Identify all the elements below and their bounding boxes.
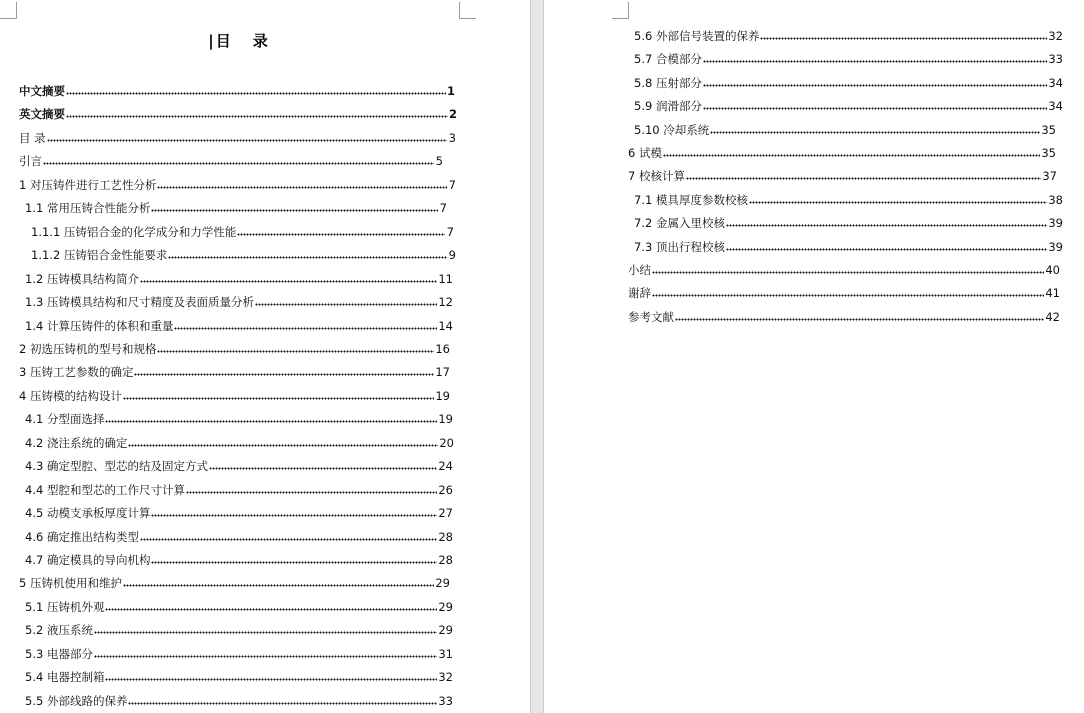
toc-entry-title: 5.8 压射部分 bbox=[634, 75, 702, 90]
toc-entry-left-9[interactable] bbox=[25, 268, 453, 286]
toc-entry-left-15[interactable] bbox=[25, 408, 453, 426]
toc-entry-page-number: 32 bbox=[1048, 29, 1063, 43]
dot-leader bbox=[255, 294, 437, 306]
toc-entry-title: 4.3 确定型腔、型芯的结及固定方式 bbox=[25, 459, 208, 474]
toc-entry-title: 4.2 浇注系统的确定 bbox=[25, 435, 128, 450]
toc-entry-left-25[interactable] bbox=[25, 643, 453, 661]
toc-entry-right-13[interactable] bbox=[628, 306, 1060, 324]
toc-entry-page-number: 33 bbox=[1048, 52, 1063, 67]
toc-entry-left-14[interactable] bbox=[19, 385, 450, 403]
toc-entry-page-number: 19 bbox=[435, 388, 450, 403]
toc-entry-page-number: 3 bbox=[448, 130, 456, 145]
toc-entry-title: 5.10 冷却系统 bbox=[634, 122, 710, 137]
toc-entry-title: 1.4 计算压铸件的体积和重量 bbox=[25, 318, 174, 333]
toc-entry-page-number: 20 bbox=[439, 435, 454, 450]
toc-entry-page-number: 39 bbox=[1048, 239, 1063, 254]
dot-leader bbox=[128, 693, 437, 705]
toc-entry-page-number: 28 bbox=[438, 529, 453, 544]
toc-entry-left-5[interactable] bbox=[19, 174, 456, 192]
toc-entry-title: 1.3 压铸模具结构和尺寸精度及表面质量分析 bbox=[25, 295, 254, 310]
toc-entry-title: 7.3 顶出行程校核 bbox=[634, 239, 725, 254]
toc-entry-title: 5.5 外部线路的保养 bbox=[25, 693, 128, 708]
toc-entry-title: 目 录 bbox=[19, 130, 46, 145]
toc-entry-title: 小结 bbox=[628, 263, 651, 277]
toc-entry-title: 2 初选压铸机的型号和规格 bbox=[19, 341, 157, 356]
toc-entry-left-6[interactable] bbox=[25, 197, 447, 215]
dot-leader bbox=[675, 309, 1044, 321]
toc-entry-page-number: 2 bbox=[448, 107, 457, 122]
toc-entry-page-number: 33 bbox=[438, 693, 453, 708]
dot-leader bbox=[140, 529, 437, 541]
toc-title-char-1: 目 bbox=[215, 32, 231, 50]
toc-entry-page-number: 17 bbox=[435, 365, 450, 380]
dot-leader bbox=[128, 435, 438, 447]
toc-entry-left-10[interactable] bbox=[25, 291, 453, 309]
dot-leader bbox=[237, 224, 445, 236]
text-cursor: | bbox=[208, 32, 214, 50]
toc-entry-page-number: 9 bbox=[448, 248, 456, 263]
toc-entry-title: 4.7 确定模具的导向机构 bbox=[25, 553, 151, 567]
toc-entry-title: 1.1.2 压铸铝合金性能要求 bbox=[31, 248, 168, 263]
dot-leader bbox=[710, 122, 1040, 134]
toc-entry-title: 1.2 压铸模具结构简介 bbox=[25, 271, 139, 286]
dot-leader bbox=[749, 192, 1047, 204]
dot-leader bbox=[652, 285, 1044, 297]
toc-entry-left-17[interactable] bbox=[25, 455, 453, 473]
toc-entry-page-number: 7 bbox=[439, 201, 447, 216]
toc-entry-title: 5.6 外部信号装置的保养 bbox=[634, 29, 760, 43]
dot-leader bbox=[686, 168, 1041, 180]
dot-leader bbox=[66, 83, 446, 95]
toc-entry-page-number: 26 bbox=[438, 482, 453, 497]
toc-entry-page-number: 19 bbox=[438, 412, 453, 427]
toc-entry-page-number: 38 bbox=[1048, 192, 1063, 207]
toc-entry-title: 谢辞 bbox=[628, 286, 651, 301]
dot-leader bbox=[47, 130, 447, 142]
toc-entry-title: 4.5 动模支承板厚度计算 bbox=[25, 506, 151, 521]
toc-entry-title: 4 压铸模的结构设计 bbox=[19, 388, 122, 403]
dot-leader bbox=[123, 575, 434, 587]
toc-entry-title: 7.2 金属入里校核 bbox=[634, 216, 725, 231]
toc-entry-page-number: 7 bbox=[446, 224, 454, 239]
toc-entry-left-27[interactable] bbox=[25, 690, 453, 708]
toc-entry-page-number: 32 bbox=[438, 670, 453, 685]
dot-leader bbox=[94, 622, 437, 634]
dot-leader bbox=[94, 646, 437, 658]
toc-entry-page-number: 12 bbox=[438, 295, 453, 310]
page-corner-mark bbox=[0, 2, 17, 19]
dot-leader bbox=[168, 247, 447, 259]
toc-entry-left-26[interactable] bbox=[25, 666, 453, 684]
toc-entry-right-1[interactable] bbox=[634, 25, 1063, 43]
dot-leader bbox=[157, 177, 447, 189]
page-gutter bbox=[530, 0, 544, 713]
toc-entry-right-7[interactable] bbox=[628, 165, 1057, 183]
toc-entry-left-23[interactable] bbox=[25, 596, 453, 614]
toc-entry-title: 5.2 液压系统 bbox=[25, 623, 93, 638]
toc-entry-page-number: 7 bbox=[448, 177, 456, 192]
toc-entry-left-19[interactable] bbox=[25, 502, 453, 520]
toc-entry-title: 4.6 确定推出结构类型 bbox=[25, 529, 139, 544]
dot-leader bbox=[703, 98, 1047, 110]
toc-entry-right-2[interactable] bbox=[634, 48, 1063, 66]
toc-entry-page-number: 24 bbox=[438, 459, 453, 474]
toc-entry-left-1[interactable] bbox=[19, 80, 455, 98]
toc-entry-page-number: 27 bbox=[438, 506, 453, 521]
toc-entry-page-number: 1 bbox=[446, 84, 455, 98]
toc-entry-page-number: 37 bbox=[1042, 169, 1057, 184]
toc-entry-left-7[interactable] bbox=[31, 221, 454, 239]
toc-entry-title: 引言 bbox=[19, 154, 42, 169]
dot-leader bbox=[726, 215, 1047, 227]
dot-leader bbox=[105, 411, 437, 423]
toc-entry-page-number: 29 bbox=[435, 576, 450, 591]
toc-entry-left-24[interactable] bbox=[25, 619, 453, 637]
toc-entry-page-number: 29 bbox=[438, 599, 453, 614]
page-corner-mark bbox=[612, 2, 629, 19]
toc-entry-right-4[interactable] bbox=[634, 95, 1063, 113]
toc-entry-title: 参考文献 bbox=[628, 309, 674, 324]
toc-entry-right-3[interactable] bbox=[634, 72, 1063, 90]
document-page-right bbox=[544, 0, 1084, 713]
dot-leader bbox=[105, 599, 437, 611]
toc-entry-title: 6 试模 bbox=[628, 146, 662, 160]
dot-leader bbox=[151, 505, 437, 517]
toc-entry-right-6[interactable] bbox=[628, 142, 1056, 160]
toc-entry-page-number: 34 bbox=[1048, 75, 1063, 90]
toc-entry-title: 1 对压铸件进行工艺性分析 bbox=[19, 177, 157, 192]
toc-entry-right-12[interactable] bbox=[628, 282, 1060, 300]
toc-entry-title: 5.7 合模部分 bbox=[634, 52, 702, 67]
toc-entry-title: 1.1 常用压铸合性能分析 bbox=[25, 201, 151, 216]
dot-leader bbox=[43, 153, 434, 165]
toc-entry-right-5[interactable] bbox=[634, 119, 1056, 137]
toc-entry-page-number: 35 bbox=[1041, 122, 1056, 137]
document-page-left bbox=[0, 0, 530, 713]
toc-entry-title: 英文摘要 bbox=[19, 107, 65, 122]
toc-title bbox=[0, 30, 476, 51]
toc-entry-right-11[interactable] bbox=[628, 259, 1060, 277]
toc-entry-page-number: 42 bbox=[1045, 309, 1060, 324]
toc-entry-left-11[interactable] bbox=[25, 315, 453, 333]
toc-entry-title: 中文摘要 bbox=[19, 84, 65, 98]
toc-entry-title: 3 压铸工艺参数的确定 bbox=[19, 365, 134, 380]
dot-leader bbox=[209, 458, 437, 470]
toc-entry-title: 5 压铸机使用和维护 bbox=[19, 576, 122, 591]
dot-leader bbox=[140, 271, 437, 283]
toc-entry-title: 7.1 模具厚度参数校核 bbox=[634, 192, 748, 207]
dot-leader bbox=[703, 75, 1047, 87]
dot-leader bbox=[105, 669, 437, 681]
toc-entry-left-16[interactable] bbox=[25, 432, 454, 450]
toc-entry-title: 5.9 润滑部分 bbox=[634, 99, 702, 114]
toc-title-char-2: 录 bbox=[252, 32, 268, 50]
dot-leader bbox=[151, 552, 437, 564]
dot-leader bbox=[123, 388, 434, 400]
toc-entry-page-number: 28 bbox=[438, 553, 453, 567]
toc-entry-left-18[interactable] bbox=[25, 479, 453, 497]
dot-leader bbox=[663, 145, 1040, 157]
toc-entry-page-number: 40 bbox=[1045, 263, 1060, 277]
toc-entry-left-4[interactable] bbox=[19, 150, 443, 168]
toc-entry-page-number: 14 bbox=[438, 318, 453, 333]
toc-entry-page-number: 16 bbox=[435, 341, 450, 356]
toc-entry-title: 4.1 分型面选择 bbox=[25, 412, 105, 427]
dot-leader bbox=[157, 341, 434, 353]
page-corner-mark bbox=[459, 2, 476, 19]
toc-entry-page-number: 29 bbox=[438, 623, 453, 638]
toc-entry-title: 5.4 电器控制箱 bbox=[25, 670, 105, 685]
toc-entry-page-number: 5 bbox=[435, 154, 443, 169]
toc-entry-page-number: 34 bbox=[1048, 99, 1063, 114]
toc-entry-left-21[interactable] bbox=[25, 549, 453, 567]
toc-entry-title: 1.1.1 压铸铝合金的化学成分和力学性能 bbox=[31, 224, 237, 239]
dot-leader bbox=[652, 262, 1044, 274]
toc-entry-right-10[interactable] bbox=[634, 236, 1063, 254]
toc-entry-left-2[interactable] bbox=[19, 103, 457, 121]
toc-entry-left-13[interactable] bbox=[19, 361, 450, 379]
dot-leader bbox=[186, 482, 437, 494]
toc-entry-title: 5.3 电器部分 bbox=[25, 646, 93, 661]
toc-entry-right-8[interactable] bbox=[634, 189, 1063, 207]
toc-entry-left-22[interactable] bbox=[19, 572, 450, 590]
dot-leader bbox=[726, 239, 1047, 251]
toc-entry-page-number: 31 bbox=[438, 646, 453, 661]
toc-entry-left-3[interactable] bbox=[19, 127, 456, 145]
toc-entry-left-20[interactable] bbox=[25, 526, 453, 544]
dot-leader bbox=[134, 364, 434, 376]
toc-entry-page-number: 11 bbox=[438, 271, 453, 286]
toc-entry-left-12[interactable] bbox=[19, 338, 450, 356]
toc-entry-title: 5.1 压铸机外观 bbox=[25, 599, 105, 614]
dot-leader bbox=[151, 200, 438, 212]
toc-entry-title: 4.4 型腔和型芯的工作尺寸计算 bbox=[25, 482, 185, 497]
dot-leader bbox=[760, 28, 1047, 40]
toc-entry-right-9[interactable] bbox=[634, 212, 1063, 230]
dot-leader bbox=[174, 318, 437, 330]
dot-leader bbox=[703, 51, 1047, 63]
toc-entry-page-number: 35 bbox=[1041, 146, 1056, 160]
toc-entry-left-8[interactable] bbox=[31, 244, 456, 262]
toc-entry-page-number: 41 bbox=[1045, 286, 1060, 301]
dot-leader bbox=[66, 106, 448, 118]
toc-entry-page-number: 39 bbox=[1048, 216, 1063, 231]
toc-entry-title: 7 校核计算 bbox=[628, 169, 685, 184]
